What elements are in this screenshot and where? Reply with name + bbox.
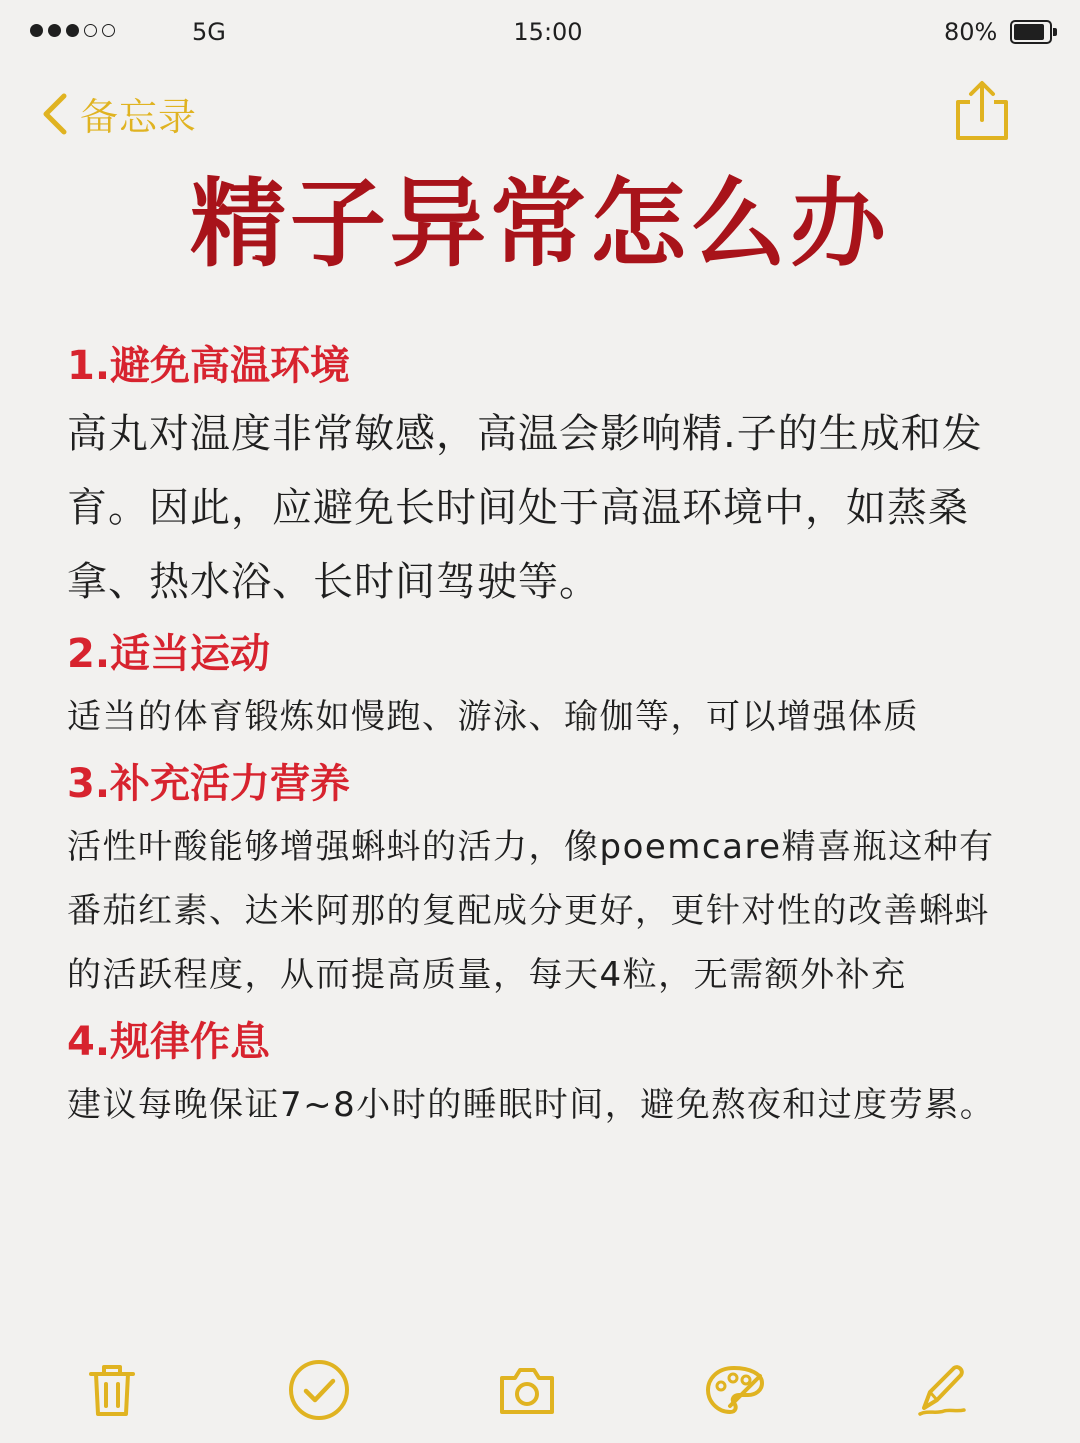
battery-percent: 80% — [944, 18, 998, 46]
camera-button[interactable] — [492, 1355, 562, 1425]
compose-button[interactable] — [907, 1355, 977, 1425]
back-label: 备忘录 — [80, 95, 198, 139]
trash-icon — [87, 1362, 137, 1418]
camera-icon — [498, 1364, 556, 1416]
checklist-button[interactable] — [284, 1355, 354, 1425]
palette-icon — [704, 1364, 766, 1416]
navigation-bar — [0, 80, 1080, 150]
pen-icon — [914, 1362, 970, 1418]
section-body: 高丸对温度非常敏感，高温会影响精.子的生成和发育。因此，应避免长时间处于高温环境中，如蒸桑拿、热水浴、长时间驾驶等。 — [67, 411, 983, 605]
section-heading: 1.避免高温环境 — [67, 343, 351, 389]
markup-button[interactable] — [700, 1355, 770, 1425]
status-bar — [0, 0, 1080, 70]
section-body: 活性叶酸能够增强蝌蚪的活力，像poemcare精喜瓶这种有番茄红素、达米阿那的复配成分更好，更针对性的改善蝌蚪的活跃程度，从而提高质量，每天4粒，无需额外补充 — [67, 827, 995, 995]
chevron-left-icon — [40, 92, 70, 136]
section-body: 建议每晚保证7~8小时的睡眠时间，避免熬夜和过度劳累。 — [67, 1085, 996, 1125]
back-button[interactable] — [40, 86, 197, 141]
share-button[interactable] — [954, 80, 1010, 146]
section-heading: 4.规律作息 — [67, 1019, 271, 1065]
section-body: 适当的体育锻炼如慢跑、游泳、瑜伽等，可以增强体质 — [67, 697, 919, 737]
note-title: 精子异常怎么办 — [190, 168, 890, 280]
bottom-toolbar — [0, 1355, 1080, 1425]
section-heading: 2.适当运动 — [67, 631, 271, 677]
note-body[interactable] — [67, 335, 1017, 1137]
section-heading: 3.补充活力营养 — [67, 761, 351, 807]
delete-button[interactable] — [77, 1355, 147, 1425]
share-icon — [954, 80, 1010, 142]
carrier-label: 5G — [192, 18, 226, 46]
checkmark-circle-icon — [287, 1358, 351, 1422]
battery-icon — [1010, 20, 1052, 44]
status-time: 15:00 — [513, 18, 583, 46]
